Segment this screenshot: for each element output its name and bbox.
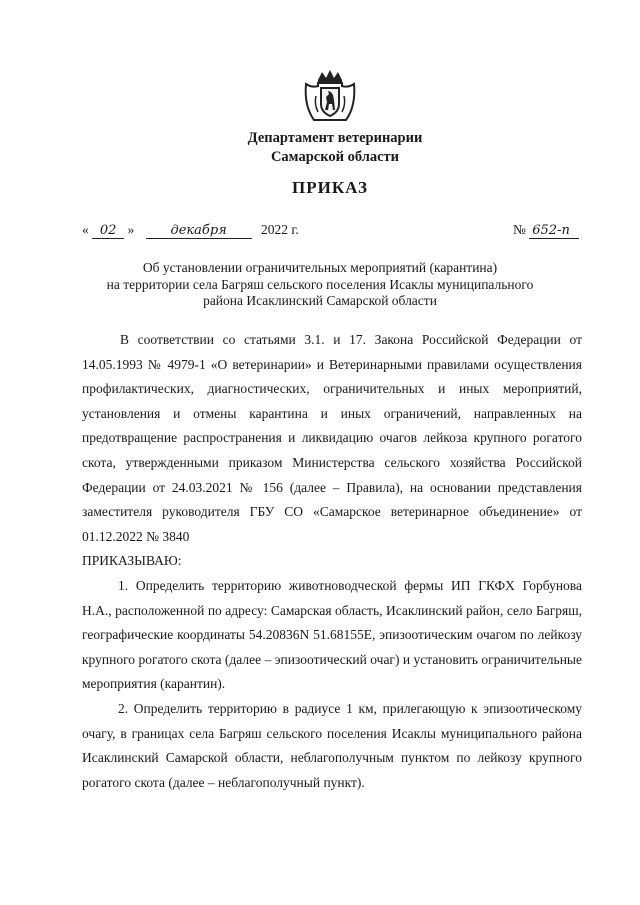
number-sign: № bbox=[513, 222, 526, 237]
order-item-1: 1. Определить территорию животноводческой фермы ИП ГКФХ Горбунова Н.А., расположенной по адресу: Самарская область, Исаклинский район, село Багряш, географические координаты 54.20836N 51.68155E, эпизоотическим очагом по лейкозу крупного рогатого скота (далее – эпизоотический очаг) и установить ограничительные мероприятия (карантин). bbox=[82, 577, 582, 692]
subject-line1: Об установлении ограничительных мероприятий (карантина) bbox=[142, 260, 498, 275]
subject-line2: на территории села Багряш сельского поселения Исаклы муниципального bbox=[106, 276, 534, 292]
order-body bbox=[82, 328, 582, 795]
directive-word: ПРИКАЗЫВАЮ: bbox=[82, 553, 182, 569]
order-item-2: 2. Определить территорию в радиусе 1 км, прилегающую к эпизоотическому очагу, в границах села Багряш сельского поселения Исаклы муниципального района Исаклинский Самарской области, неблагополучным пунктом по лейкозу крупного рогатого скота (далее – неблагополучный пункт). bbox=[82, 700, 582, 790]
document-type-title: ПРИКАЗ bbox=[292, 178, 368, 197]
order-subject bbox=[70, 260, 570, 310]
subject-line3: района Исаклинский Самарской области bbox=[203, 293, 437, 308]
date-close-quote: » bbox=[127, 222, 135, 237]
preamble-paragraph: В соответствии со статьями 3.1. и 17. Закона Российской Федерации от 14.05.1993 № 4979-1 «О ветеринарии» и Ветеринарными правилами осуществления профилактических, диагностических, ограничительных и иных мероприятий, установления и отмены карантина и иных ограничений, направленных на предотвращение распространения и ликвидацию очагов лейкоза крупного рогатого скота, утвержденными приказом Министерства сельского хозяйства Российской Федерации от 24.03.2021 № 156 (далее – Правила), на основании представления заместителя руководителя ГБУ СО «Самарское ветеринарное объединение» от 01.12.2022 № 3840 bbox=[82, 332, 582, 544]
department-name-line1: Департамент ветеринарии bbox=[247, 130, 423, 146]
department-name-line2: Самарской области bbox=[270, 149, 400, 165]
date-month: декабря bbox=[146, 223, 252, 239]
number-value: 652-п bbox=[529, 223, 579, 239]
date-year: 2022 г. bbox=[261, 222, 299, 237]
date-open-quote: « bbox=[82, 222, 89, 237]
order-number bbox=[513, 222, 579, 239]
order-date bbox=[82, 222, 299, 239]
date-day: 02 bbox=[92, 223, 124, 239]
samara-coat-of-arms-icon bbox=[300, 66, 360, 126]
